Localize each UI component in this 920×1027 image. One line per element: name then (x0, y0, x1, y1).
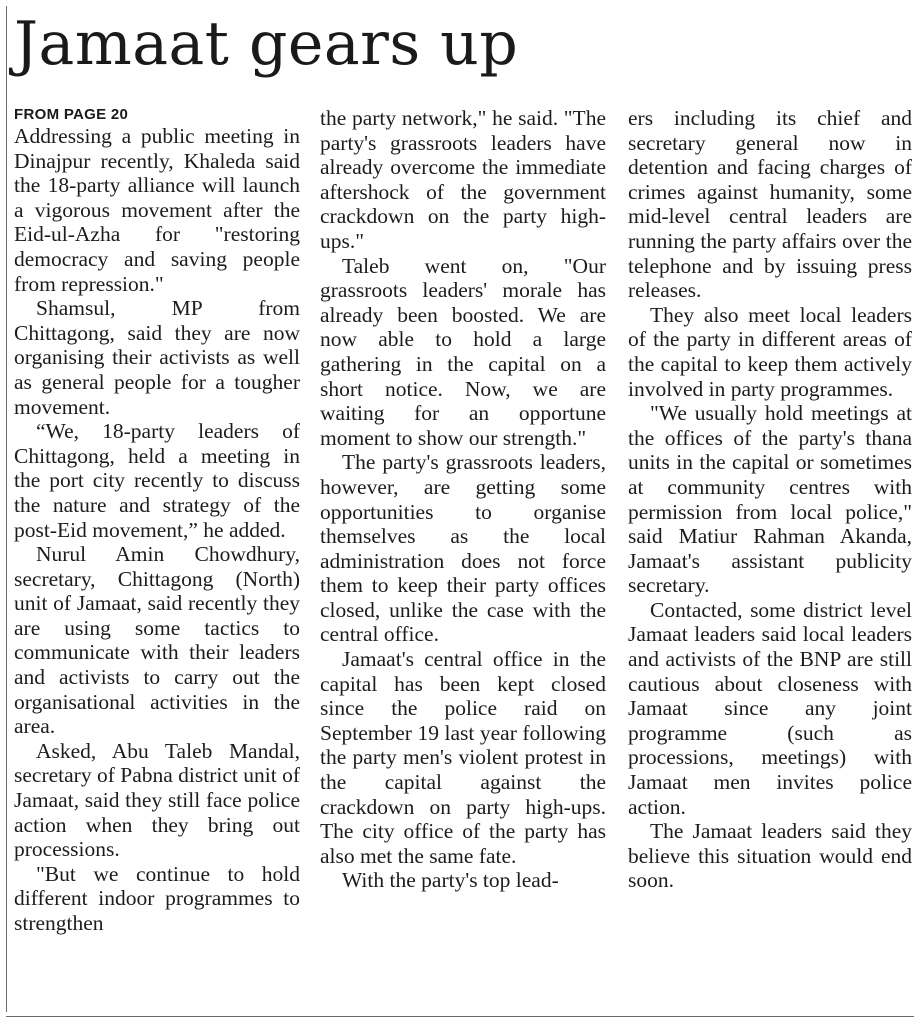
paragraph: the party network," he said. "The party's grassroots leaders have already overcome the immediate aftershock of the government crackdown on the party high-ups." (320, 106, 606, 253)
left-column-rule (6, 6, 7, 1012)
continuation-kicker: FROM PAGE 20 (14, 106, 129, 123)
paragraph: "But we continue to hold different indoor programmes to strengthen (14, 861, 300, 935)
paragraph: Asked, Abu Taleb Mandal, secretary of Pabna district unit of Jamaat, said they still face police action when they bring out processions. (14, 738, 300, 862)
paragraph: Contacted, some district level Jamaat leaders said local leaders and activists of the BNP are still cautious about closeness with Jamaat since any joint programme (such as processions, meetings) with Jamaat men invites police action. (628, 597, 912, 819)
article-column-3 (628, 106, 912, 1012)
paragraph: The Jamaat leaders said they believe this situation would end soon. (628, 819, 912, 893)
paragraph: Jamaat's central office in the capital has been kept closed since the police raid on September 19 last year following the party men's violent protest in the capital against the crackdown on party high-ups. The city office of the party has also met the same fate. (320, 647, 606, 868)
paragraph: ers including its chief and secretary general now in detention and facing charges of crimes against humanity, some mid-level central leaders are running the party affairs over the telephone and by issuing press releases. (628, 106, 912, 303)
paragraph: Shamsul, MP from Chittagong, said they are now organising their activists as well as general people for a tougher movement. (14, 296, 300, 419)
paragraph: With the party's top lead- (342, 868, 559, 893)
paragraph: "We usually hold meetings at the offices of the party's thana units in the capital or sometimes at community centres with permission from local police," said Matiur Rahman Akanda, Jamaat's assistant publicity secretary. (628, 401, 912, 598)
paragraph: “We, 18-party leaders of Chittagong, held a meeting in the port city recently to discuss the nature and strategy of the post-Eid movement,” he added. (14, 419, 300, 542)
bottom-rule (6, 1016, 914, 1017)
paragraph: Nurul Amin Chowdhury, secretary, Chittagong (North) unit of Jamaat, said recently they are using some tactics to communicate with their leaders and activists to carry out the organisational activities in the area. (14, 542, 300, 739)
article-column-2 (320, 106, 606, 1012)
paragraph: They also meet local leaders of the party in different areas of the capital to keep them actively involved in party programmes. (628, 302, 912, 401)
paragraph: Addressing a public meeting in Dinajpur recently, Khaleda said the 18-party alliance will launch a vigorous movement after the Eid-ul-Azha for "restoring democracy and saving people from repression." (14, 124, 300, 296)
headline: Jamaat gears up (14, 9, 519, 79)
paragraph: The party's grassroots leaders, however, are getting some opportunities to organise themselves as the local administration does not force them to keep their party offices closed, unlike the case with the central office. (320, 450, 606, 647)
article-column-1 (14, 106, 300, 1012)
paragraph: Taleb went on, "Our grassroots leaders' morale has already been boosted. We are now able to hold a large gathering in the capital on a short notice. Now, we are waiting for an opportune moment to show our strength." (320, 253, 606, 450)
